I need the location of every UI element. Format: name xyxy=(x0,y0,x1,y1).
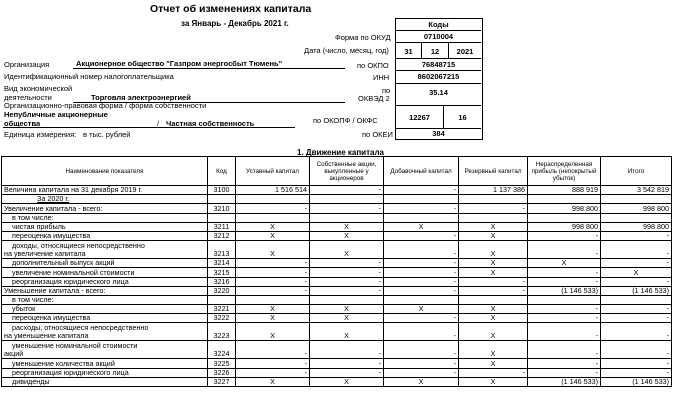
cell-reserve-capital: - xyxy=(459,368,528,377)
unit-value: в тыс. рублей xyxy=(83,130,131,139)
cell-charter-capital xyxy=(236,213,310,222)
table-row xyxy=(2,314,672,323)
cell-total: 998 800 xyxy=(601,222,672,231)
row-name xyxy=(2,323,208,341)
row-name-line: Величина капитала на 31 декабря 2019 г. xyxy=(4,185,143,195)
cell-own-shares: - xyxy=(310,368,384,377)
okud-label: Форма по ОКУД xyxy=(335,33,391,42)
cell-charter-capital: - xyxy=(236,204,310,213)
cell-total: (1 146 533) xyxy=(601,286,672,295)
row-name-line: чистая прибыль xyxy=(12,222,66,231)
cell-own-shares: X xyxy=(310,241,384,259)
row-name-line: уменьшение количества акций xyxy=(12,358,115,368)
row-name xyxy=(2,259,208,268)
table-row xyxy=(2,222,672,231)
cell-retained-earnings: - xyxy=(528,268,601,277)
cell-retained-earnings: 998 800 xyxy=(528,204,601,213)
cell-retained-earnings: - xyxy=(528,305,601,314)
cell-additional-capital: X xyxy=(384,377,459,386)
cell-own-shares: X xyxy=(310,222,384,231)
row-name xyxy=(2,186,208,195)
cell-total xyxy=(601,295,672,304)
cell-additional-capital: - xyxy=(384,268,459,277)
cell-reserve-capital: X xyxy=(459,341,528,359)
cell-own-shares: - xyxy=(310,286,384,295)
cell-own-shares xyxy=(310,213,384,222)
cell-reserve-capital: 1 137 386 xyxy=(459,186,528,195)
row-name-line: реорганизация юридического лица xyxy=(12,277,129,286)
cell-additional-capital: - xyxy=(384,231,459,240)
cell-reserve-capital: X xyxy=(459,359,528,368)
cell-charter-capital: - xyxy=(236,368,310,377)
cell-retained-earnings: - xyxy=(528,241,601,259)
cell-reserve-capital xyxy=(459,295,528,304)
row-name-line: переоценка имущества xyxy=(12,231,91,241)
legal-label: Организационно-правовая форма / форма собственности xyxy=(4,101,207,110)
col-header-name: Наименование показателя xyxy=(2,157,208,186)
cell-additional-capital: - xyxy=(384,314,459,323)
okud-code: 0710004 xyxy=(396,31,481,43)
row-name-line: дополнительный выпуск акций xyxy=(12,258,115,268)
cell-total: - xyxy=(601,305,672,314)
table-header-row xyxy=(2,157,672,186)
cell-additional-capital xyxy=(384,295,459,304)
row-code: 3227 xyxy=(208,377,236,386)
cell-own-shares: X xyxy=(310,305,384,314)
okpo-code: 76848715 xyxy=(396,59,481,71)
okopf-code: 12267 xyxy=(396,106,444,129)
cell-additional-capital: X xyxy=(384,305,459,314)
cell-retained-earnings: - xyxy=(528,231,601,240)
row-name xyxy=(2,268,208,277)
org-underline xyxy=(73,68,345,69)
date-month: 12 xyxy=(422,43,449,59)
row-name-line: Увеличение капитала - всего: xyxy=(4,203,103,213)
cell-retained-earnings: - xyxy=(528,359,601,368)
cell-charter-capital: X xyxy=(236,231,310,240)
inn-label-left: Идентификационный номер налогоплательщика xyxy=(4,72,174,81)
cell-total: (1 146 533) xyxy=(601,377,672,386)
cell-own-shares xyxy=(310,295,384,304)
row-code xyxy=(208,213,236,222)
row-code: 3221 xyxy=(208,305,236,314)
row-name-line: расходы, относящиеся непосредственно xyxy=(12,323,149,333)
cell-own-shares: - xyxy=(310,259,384,268)
cell-own-shares xyxy=(310,195,384,204)
capital-table xyxy=(1,156,672,387)
row-name-line: дивиденды xyxy=(12,377,50,386)
row-code xyxy=(208,295,236,304)
cell-charter-capital: - xyxy=(236,286,310,295)
row-code: 3222 xyxy=(208,314,236,323)
table-row xyxy=(2,213,672,222)
cell-charter-capital: - xyxy=(236,268,310,277)
row-name xyxy=(2,204,208,213)
cell-reserve-capital: X xyxy=(459,268,528,277)
row-code: 3214 xyxy=(208,259,236,268)
row-name-line: переоценка имущества xyxy=(12,313,91,323)
activity-label-1: Вид экономической xyxy=(4,84,73,93)
cell-charter-capital: - xyxy=(236,259,310,268)
okved-label-2: ОКВЭД 2 xyxy=(358,94,390,103)
legal-form-2: общества xyxy=(4,119,41,128)
cell-own-shares: X xyxy=(310,323,384,341)
cell-total: - xyxy=(601,323,672,341)
col-header-total: Итого xyxy=(601,157,672,186)
table-row xyxy=(2,268,672,277)
row-code: 3212 xyxy=(208,231,236,240)
table-row xyxy=(2,259,672,268)
cell-additional-capital: - xyxy=(384,368,459,377)
cell-reserve-capital: X xyxy=(459,305,528,314)
cell-charter-capital: - xyxy=(236,277,310,286)
cell-total: - xyxy=(601,314,672,323)
table-row xyxy=(2,305,672,314)
cell-retained-earnings: 888 919 xyxy=(528,186,601,195)
col-header-additional-capital: Добавочный капитал xyxy=(384,157,459,186)
ownership: Частная собственность xyxy=(166,119,255,128)
activity-name: Торговля электроэнергией xyxy=(91,93,191,102)
okopf-label: по ОКОПФ / ОКФС xyxy=(313,116,378,125)
row-name xyxy=(2,359,208,368)
table-row xyxy=(2,286,672,295)
cell-total: - xyxy=(601,241,672,259)
row-code xyxy=(208,195,236,204)
table-row xyxy=(2,341,672,359)
cell-additional-capital: - xyxy=(384,323,459,341)
table-row xyxy=(2,277,672,286)
date-day: 31 xyxy=(396,43,422,59)
okved-label-1: по xyxy=(382,86,391,95)
date-year: 2021 xyxy=(449,43,481,59)
cell-additional-capital: - xyxy=(384,359,459,368)
col-header-own-shares: Собственные акции, выкупленные у акционеров xyxy=(310,157,384,186)
table-row xyxy=(2,323,672,341)
cell-charter-capital: X xyxy=(236,305,310,314)
row-name xyxy=(2,231,208,240)
activity-label-2: деятельности xyxy=(4,93,52,102)
legal-separator: / xyxy=(157,119,160,128)
cell-additional-capital xyxy=(384,195,459,204)
cell-additional-capital: - xyxy=(384,277,459,286)
cell-charter-capital: X xyxy=(236,241,310,259)
cell-total: - xyxy=(601,277,672,286)
okpo-label: по ОКПО xyxy=(357,61,389,70)
org-label: Организация xyxy=(4,60,50,69)
row-name xyxy=(2,277,208,286)
cell-charter-capital: X xyxy=(236,377,310,386)
row-name xyxy=(2,241,208,259)
table-row xyxy=(2,295,672,304)
cell-additional-capital: - xyxy=(384,204,459,213)
table-row xyxy=(2,186,672,195)
cell-own-shares: - xyxy=(310,186,384,195)
row-code: 3220 xyxy=(208,286,236,295)
cell-retained-earnings: 998 800 xyxy=(528,222,601,231)
table-row xyxy=(2,241,672,259)
cell-total: - xyxy=(601,231,672,240)
cell-own-shares: X xyxy=(310,231,384,240)
row-name-line: в том числе: xyxy=(12,295,54,305)
cell-reserve-capital: X xyxy=(459,314,528,323)
row-name xyxy=(2,305,208,314)
row-code: 3226 xyxy=(208,368,236,377)
cell-charter-capital: 1 516 514 xyxy=(236,186,310,195)
cell-reserve-capital: X xyxy=(459,231,528,240)
row-code: 3210 xyxy=(208,204,236,213)
table-row xyxy=(2,359,672,368)
cell-own-shares: - xyxy=(310,341,384,359)
cell-own-shares: - xyxy=(310,359,384,368)
cell-reserve-capital: X xyxy=(459,323,528,341)
cell-retained-earnings xyxy=(528,213,601,222)
okved-code: 35.14 xyxy=(396,84,481,106)
table-row xyxy=(2,377,672,386)
okfs-code: 16 xyxy=(444,106,481,129)
cell-reserve-capital xyxy=(459,213,528,222)
cell-charter-capital: - xyxy=(236,359,310,368)
cell-additional-capital: - xyxy=(384,186,459,195)
report-title: Отчет об изменениях капитала xyxy=(150,3,312,15)
cell-reserve-capital: X xyxy=(459,222,528,231)
cell-additional-capital: - xyxy=(384,259,459,268)
cell-retained-earnings: - xyxy=(528,341,601,359)
row-name-line: Уменьшение капитала - всего: xyxy=(4,286,106,295)
row-name xyxy=(2,286,208,295)
cell-reserve-capital xyxy=(459,195,528,204)
row-name-line: в том числе: xyxy=(12,213,54,222)
row-name-line: увеличение номинальной стоимости xyxy=(12,267,135,277)
date-label: Дата (число, месяц, год) xyxy=(304,46,389,55)
cell-reserve-capital: - xyxy=(459,286,528,295)
cell-reserve-capital: X xyxy=(459,377,528,386)
cell-total xyxy=(601,195,672,204)
col-header-reserve-capital: Резервный капитал xyxy=(459,157,528,186)
cell-retained-earnings: - xyxy=(528,368,601,377)
cell-total: X xyxy=(601,268,672,277)
row-name-line: реорганизация юридического лица xyxy=(12,368,129,377)
row-name-line: акций xyxy=(4,349,24,359)
cell-charter-capital xyxy=(236,295,310,304)
cell-retained-earnings: - xyxy=(528,323,601,341)
report-period: за Январь - Декабрь 2021 г. xyxy=(181,19,289,28)
cell-own-shares: X xyxy=(310,314,384,323)
row-name xyxy=(2,213,208,222)
row-name-line: За 2020 г. xyxy=(37,194,70,204)
cell-own-shares: - xyxy=(310,204,384,213)
cell-retained-earnings: - xyxy=(528,314,601,323)
row-name-line: на уменьшение капитала xyxy=(4,331,89,341)
cell-retained-earnings: (1 146 533) xyxy=(528,377,601,386)
unit-label: Единица измерения: xyxy=(4,130,77,139)
cell-additional-capital: - xyxy=(384,286,459,295)
cell-charter-capital xyxy=(236,195,310,204)
cell-total: - xyxy=(601,259,672,268)
cell-total: 3 542 819 xyxy=(601,186,672,195)
cell-additional-capital xyxy=(384,213,459,222)
row-code: 3100 xyxy=(208,186,236,195)
table-row xyxy=(2,368,672,377)
cell-charter-capital: X xyxy=(236,222,310,231)
cell-charter-capital: X xyxy=(236,314,310,323)
okei-code: 384 xyxy=(432,129,445,138)
cell-total: - xyxy=(601,368,672,377)
cell-reserve-capital: - xyxy=(459,204,528,213)
legal-underline xyxy=(3,127,295,128)
legal-form-1: Непубличные акционерные xyxy=(4,110,108,119)
inn-label: ИНН xyxy=(373,73,390,82)
table-row xyxy=(2,231,672,240)
inn-code: 8602067215 xyxy=(396,71,481,84)
row-name xyxy=(2,314,208,323)
cell-total: 998 800 xyxy=(601,204,672,213)
codes-box xyxy=(395,18,483,140)
table-row xyxy=(2,204,672,213)
cell-retained-earnings xyxy=(528,195,601,204)
row-name-line: на увеличение капитала xyxy=(4,249,86,259)
row-name xyxy=(2,295,208,304)
cell-retained-earnings xyxy=(528,295,601,304)
cell-total: - xyxy=(601,341,672,359)
row-code: 3215 xyxy=(208,268,236,277)
cell-reserve-capital: - xyxy=(459,277,528,286)
cell-retained-earnings: X xyxy=(528,259,601,268)
row-name xyxy=(2,222,208,231)
col-header-retained-earnings: Нераспределенная прибыль (непокрытый убыток) xyxy=(528,157,601,186)
row-code: 3225 xyxy=(208,359,236,368)
row-code: 3224 xyxy=(208,341,236,359)
cell-additional-capital: - xyxy=(384,341,459,359)
cell-retained-earnings: (1 146 533) xyxy=(528,286,601,295)
cell-own-shares: - xyxy=(310,268,384,277)
cell-charter-capital: - xyxy=(236,341,310,359)
row-code: 3213 xyxy=(208,241,236,259)
row-code: 3211 xyxy=(208,222,236,231)
cell-retained-earnings: - xyxy=(528,277,601,286)
cell-additional-capital: - xyxy=(384,241,459,259)
row-name xyxy=(2,195,208,204)
okei-label: по ОКЕИ xyxy=(362,130,393,139)
cell-reserve-capital: X xyxy=(459,241,528,259)
cell-total: - xyxy=(601,359,672,368)
col-header-code: Код xyxy=(208,157,236,186)
table-row xyxy=(2,195,672,204)
row-name xyxy=(2,341,208,359)
cell-own-shares: - xyxy=(310,277,384,286)
row-name-line: уменьшение номинальной стоимости xyxy=(12,341,138,351)
row-name xyxy=(2,377,208,386)
cell-own-shares: X xyxy=(310,377,384,386)
section-title: 1. Движение капитала xyxy=(297,148,384,157)
cell-total xyxy=(601,213,672,222)
codes-header: Коды xyxy=(396,19,481,31)
cell-reserve-capital: X xyxy=(459,259,528,268)
row-code: 3216 xyxy=(208,277,236,286)
row-code: 3223 xyxy=(208,323,236,341)
cell-charter-capital: X xyxy=(236,323,310,341)
row-name xyxy=(2,368,208,377)
row-name-line: доходы, относящиеся непосредственно xyxy=(12,241,145,251)
org-name: Акционерное общество "Газпром энергосбыт Тюмень" xyxy=(76,59,283,68)
col-header-charter-capital: Уставный капитал xyxy=(236,157,310,186)
cell-additional-capital: X xyxy=(384,222,459,231)
row-name-line: убыток xyxy=(12,304,36,314)
